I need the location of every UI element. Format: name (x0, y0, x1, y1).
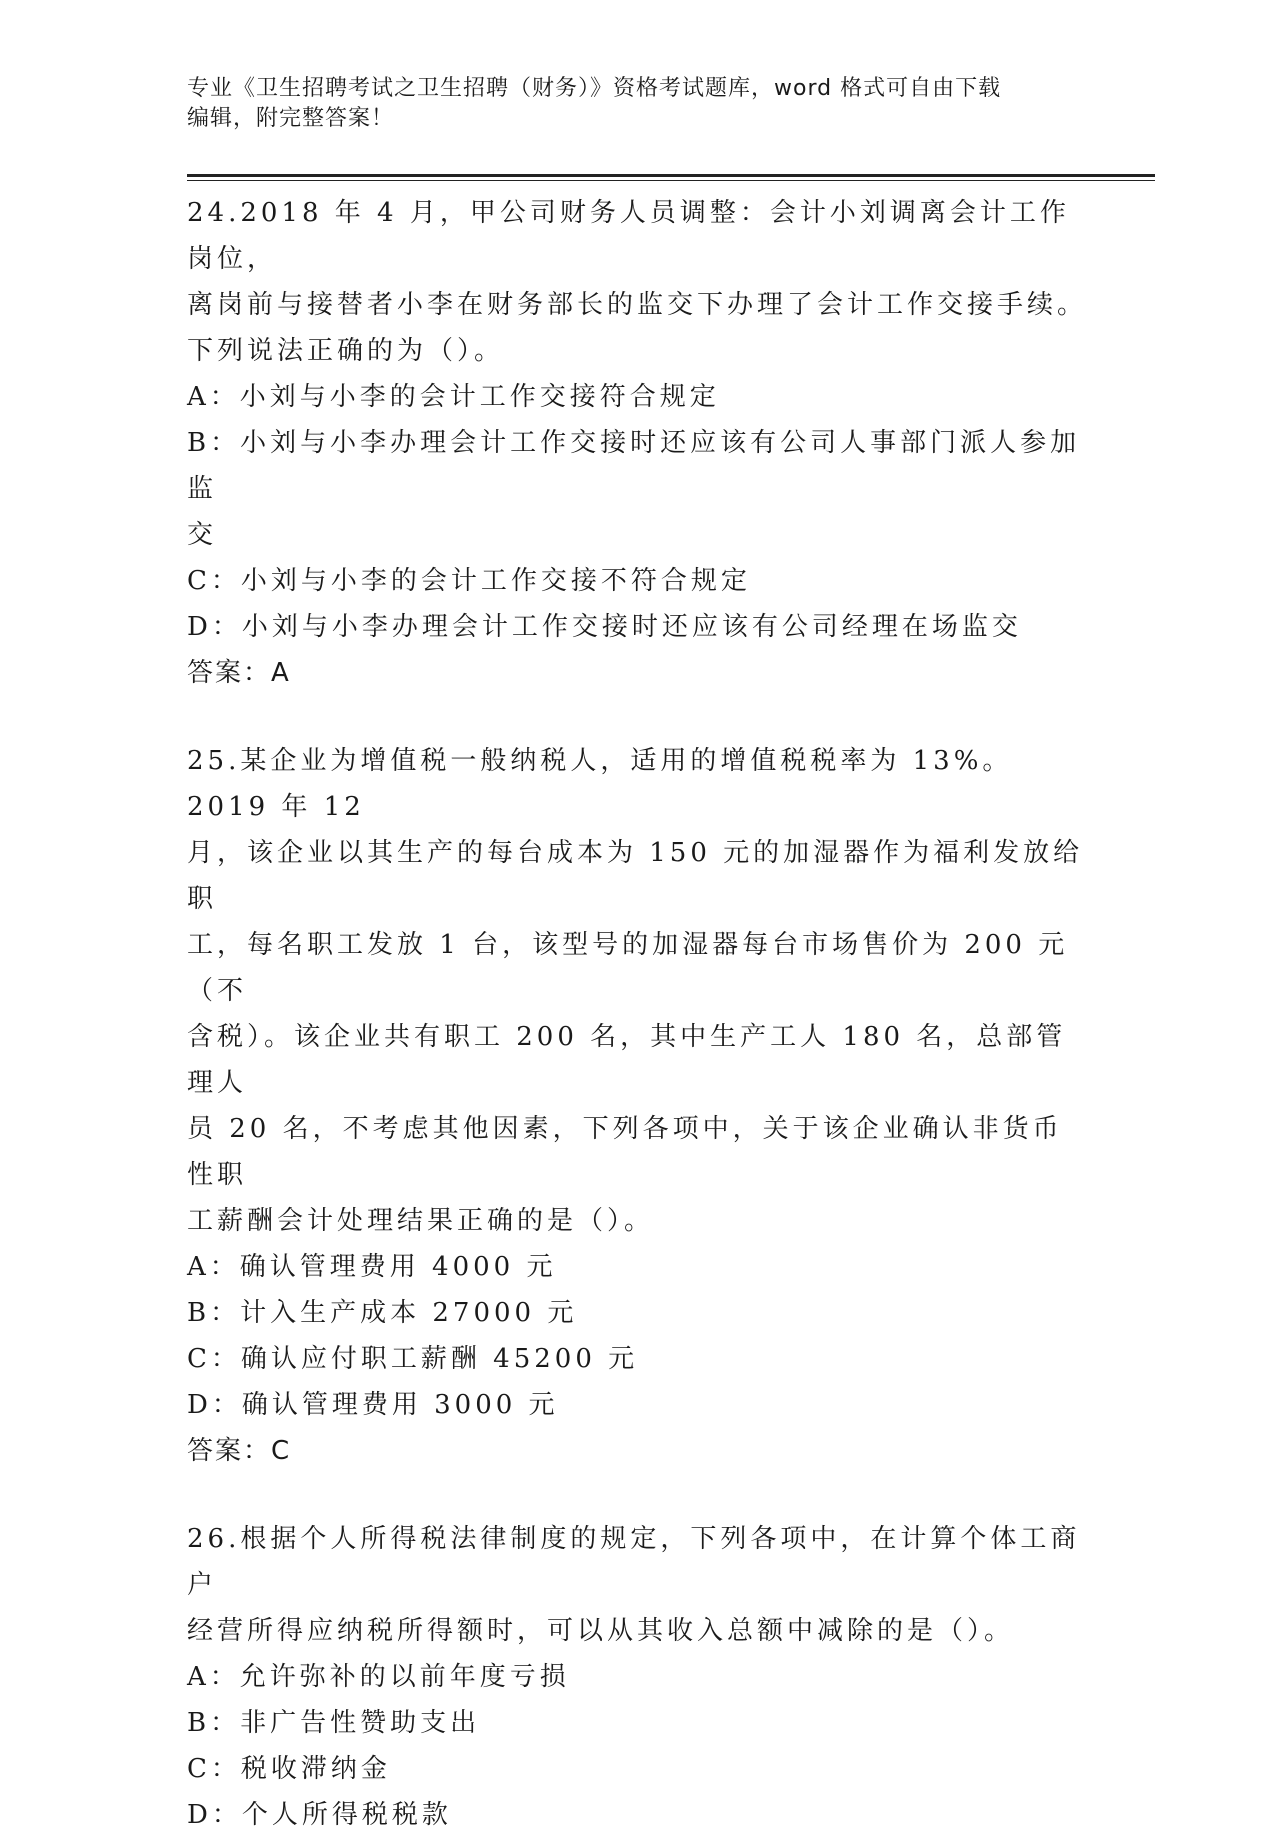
option-a: A：小刘与小李的会计工作交接符合规定 (187, 382, 720, 412)
question-stem-line: 24.2018 年 4 月，甲公司财务人员调整：会计小刘调离会计工作岗位， (187, 198, 1070, 274)
option-a: A：确认管理费用 4000 元 (187, 1252, 557, 1282)
question-spacer (187, 696, 1087, 738)
answer-line: 答案：A (187, 658, 291, 688)
option-d: D：小刘与小李办理会计工作交接时还应该有公司经理在场监交 (187, 612, 1022, 642)
question-stem-line: 经营所得应纳税所得额时，可以从其收入总额中减除的是（）。 (187, 1616, 1015, 1646)
option-c: C：小刘与小李的会计工作交接不符合规定 (187, 566, 751, 596)
question-24 (187, 190, 1087, 696)
option-d: D：确认管理费用 3000 元 (187, 1390, 559, 1420)
document-header (187, 74, 1087, 134)
question-stem-line: 26.根据个人所得税法律制度的规定，下列各项中，在计算个体工商户 (187, 1524, 1081, 1600)
question-stem-line: 25.某企业为增值税一般纳税人，适用的增值税税率为 13%。2019 年 12 (187, 746, 1013, 822)
option-b: B：计入生产成本 27000 元 (187, 1298, 578, 1328)
option-b: B：小刘与小李办理会计工作交接时还应该有公司人事部门派人参加监 (187, 428, 1081, 504)
question-stem-line: 员 20 名，不考虑其他因素，下列各项中，关于该企业确认非货币性职 (187, 1114, 1063, 1190)
question-26 (187, 1516, 1087, 1838)
question-spacer (187, 1474, 1087, 1516)
question-stem-line: 工薪酬会计处理结果正确的是（）。 (187, 1206, 655, 1236)
question-list (187, 190, 1087, 1838)
header-divider-thin (187, 180, 1155, 181)
option-c: C：税收滞纳金 (187, 1754, 391, 1784)
question-stem-line: 工，每名职工发放 1 台，该型号的加湿器每台市场售价为 200 元（不 (187, 930, 1069, 1006)
option-b: B：非广告性赞助支出 (187, 1708, 481, 1738)
header-line: 编辑，附完整答案！ (187, 106, 395, 131)
header-divider-thick (187, 174, 1155, 177)
question-stem-line: 下列说法正确的为（）。 (187, 336, 505, 366)
option-c: C：确认应付职工薪酬 45200 元 (187, 1344, 639, 1374)
option-d: D：个人所得税税款 (187, 1800, 452, 1830)
question-stem-line: 月，该企业以其生产的每台成本为 150 元的加湿器作为福利发放给职 (187, 838, 1084, 914)
option-a: A：允许弥补的以前年度亏损 (187, 1662, 570, 1692)
header-line: 专业《卫生招聘考试之卫生招聘（财务）》资格考试题库，word 格式可自由下载 (187, 76, 1002, 101)
question-stem-line: 含税）。该企业共有职工 200 名，其中生产工人 180 名，总部管理人 (187, 1022, 1067, 1098)
option-b-continued: 交 (187, 520, 218, 550)
question-stem-line: 离岗前与接替者小李在财务部长的监交下办理了会计工作交接手续。 (187, 290, 1088, 320)
question-25 (187, 738, 1087, 1474)
answer-line: 答案：C (187, 1436, 292, 1466)
